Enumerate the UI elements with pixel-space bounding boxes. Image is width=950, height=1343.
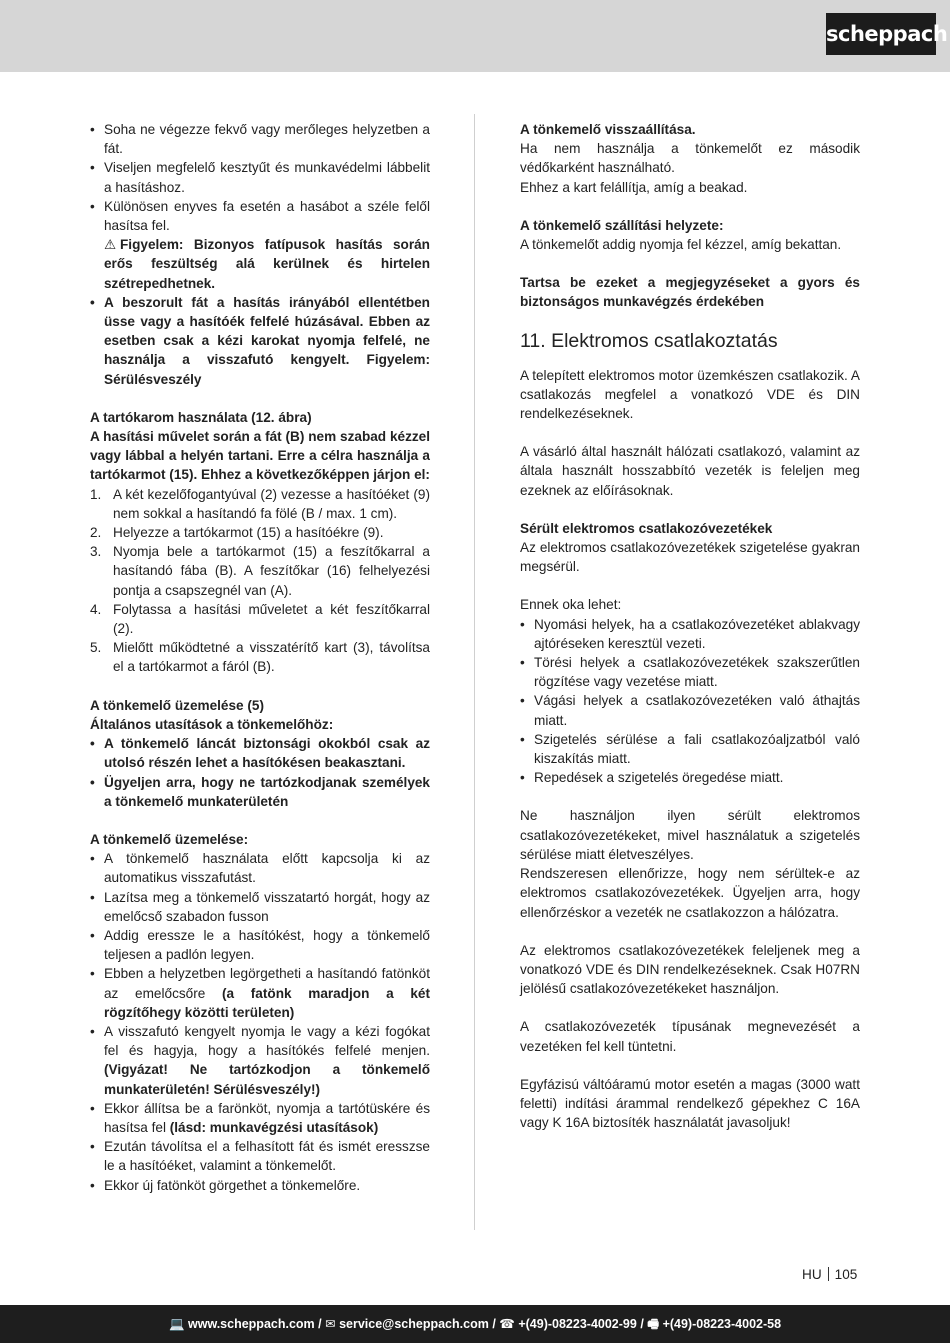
paragraph: Az elektromos csatlakozóvezetékek szigetelése gyakran megsérül.: [520, 540, 860, 575]
list-item: • Repedések a szigetelés öregedése miatt.: [520, 768, 860, 787]
column-divider: [474, 114, 475, 1230]
phone-number: +(49)-08223-4002-99: [518, 1317, 637, 1331]
mail-icon: ✉: [325, 1317, 336, 1331]
list-item: • Nyomási helyek, ha a csatlakozóvezetéket ablakvagy ajtóréseken keresztül vezeti.: [520, 615, 860, 653]
transport-text: A tönkemelőt addig nyomja fel kézzel, amíg bekattan.: [520, 237, 842, 253]
list-item: 3. Nyomja bele a tartókarmot (15) a feszítőkarral a hasítandó fába (B). A feszítőkar (16) felhelyezési pontja a csapszegnél van (A).: [90, 544, 430, 598]
reset-text-2: Ehhez a kart felállítja, amíg a beakad.: [520, 179, 748, 195]
list-item: • Különösen enyves fa esetén a hasábot a széle felől hasítsa fel.: [90, 197, 430, 235]
right-column: [520, 120, 860, 1132]
email-link[interactable]: service@scheppach.com: [339, 1317, 489, 1331]
computer-icon: 💻: [168, 1317, 185, 1331]
list-item: • Törési helyek a csatlakozóvezetékek szakszerűtlen rögzítése vagy vezetése miatt.: [520, 653, 860, 691]
list-item: • A tönkemelő használata előtt kapcsolja ki az automatikus visszafutást.: [90, 849, 430, 887]
warning-triangle-icon: ⚠: [104, 237, 117, 253]
language-code: HU: [802, 1267, 822, 1282]
warning-note: [90, 235, 430, 293]
stuck-wood-list: [90, 293, 430, 389]
list-item: 4. Folytassa a hasítási műveletet a két feszítőkarral (2).: [90, 601, 430, 637]
damaged-heading: Sérült elektromos csatlakozóvezetékek: [520, 520, 773, 536]
tonk-general-heading: Általános utasítások a tönkemelőhöz:: [90, 716, 334, 732]
fax-icon: 🖷: [647, 1317, 660, 1331]
phone-icon: ☎: [499, 1317, 515, 1331]
transport-heading: A tönkemelő szállítási helyzete:: [520, 217, 724, 233]
list-item: • Vágási helyek a csatlakozóvezetéken való áthajtás miatt.: [520, 691, 860, 729]
paragraph: Az elektromos csatlakozóvezetékek feleljenek meg a vonatkozó VDE és DIN rendelkezéseknek. Csak H07RN jelölésű csatlakozóvezetékeket használjon.: [520, 942, 860, 997]
warning-text: Figyelem: Bizonyos fatípusok hasítás során erős feszültség alá kerülnek és hirtelen szétrepedhetnek.: [104, 237, 430, 291]
tonk-op-heading: A tönkemelő üzemelése:: [90, 831, 249, 847]
intro-bullet-list: [90, 120, 430, 235]
list-item: 1. A két kezelőfogantyúval (2) vezesse a hasítóéket (9) nem sokkal a hasítandó fa fölé (B / max. 1 cm).: [90, 486, 430, 521]
reset-heading: A tönkemelő visszaállítása.: [520, 122, 696, 137]
paragraph: Ne használjon ilyen sérült elektromos csatlakozóvezetékeket, mivel használatuk a szigetelés sérülése miatt életveszélyes.: [520, 808, 860, 862]
paragraph: A vásárló által használt hálózati csatlakozó, valamint az általa használt hosszabbító vezeték is feleljen meg ezeknek az előírásoknak.: [520, 444, 860, 498]
list-item: • Ebben a helyzetben legörgetheti a hasítandó fatönköt az emelőcsőre (a fatönk maradjon a két rögzítőhegy közötti területen): [90, 964, 430, 1022]
reset-text: Ha nem használja a tönkemelőt ez második védőkarként használható.: [520, 141, 860, 176]
left-column: [90, 120, 430, 1195]
list-item: • Szigetelés sérülése a fali csatlakozóaljzatból való kiszakítás miatt.: [520, 730, 860, 768]
list-item: • A visszafutó kengyelt nyomja le vagy a kézi fogókat fel és hagyja, hogy a hasítókés felfelé menjen. (Vigyázat! Ne tartózkodjon a tönkemelő munkaterületén! Sérülésveszély!): [90, 1022, 430, 1099]
paragraph: A csatlakozóvezeték típusának megnevezését a vezetéken fel kell tüntetni.: [520, 1019, 860, 1054]
tartokar-heading: A tartókarom használata (12. ábra): [90, 409, 312, 425]
causes-intro: Ennek oka lehet:: [520, 597, 622, 613]
list-item: • Ezután távolítsa el a felhasított fát és ismét eresszse le a hasítóéket, valamint a tönkemelőt.: [90, 1137, 430, 1175]
causes-list: [520, 615, 860, 788]
website-link[interactable]: www.scheppach.com: [188, 1317, 315, 1331]
paragraph: Rendszeresen ellenőrizze, hogy nem sérültek-e az elektromos csatlakozóvezetékek. Ügyeljen arra, hogy ellenőrzéskor a vezeték ne csatlakozzon a hálózatra.: [520, 866, 860, 920]
page-number-value: 105: [834, 1267, 858, 1282]
list-item: • Ekkor állítsa be a farönköt, nyomja a tartótüskére és hasítsa fel (lásd: munkavégzési utasítások): [90, 1099, 430, 1137]
tartokar-intro: A hasítási művelet során a fát (B) nem szabad kézzel vagy lábbal a helyén tartani. Erre a célra használja a tartókarmot (15). Ehhez a következőképpen járjon el:: [90, 429, 430, 483]
page-number: [802, 1265, 857, 1284]
list-item: • Ügyeljen arra, hogy ne tartózkodjanak személyek a tönkemelő munkaterületén: [90, 773, 430, 811]
paragraph: A telepített elektromos motor üzemkészen csatlakozik. A csatlakozás megfelel a vonatkozó VDE és DIN rendelkezéseknek.: [520, 367, 860, 422]
section-title: 11. Elektromos csatlakoztatás: [520, 329, 778, 352]
fax-number: +(49)-08223-4002-58: [662, 1317, 782, 1331]
tonk-heading: A tönkemelő üzemelése (5): [90, 697, 265, 713]
keep-notes: Tartsa be ezeket a megjegyzéseket a gyors és biztonságos munkavégzés érdekében: [520, 275, 860, 310]
scheppach-logo: scheppach: [826, 13, 936, 55]
tonk-general-list: [90, 734, 430, 811]
tonk-op-list: [90, 849, 430, 1195]
list-item: • Ekkor új fatönköt görgethet a tönkemelőre.: [90, 1176, 430, 1195]
list-item: • Lazítsa meg a tönkemelő visszatartó horgát, hogy az emelőcső szabadon fusson: [90, 888, 430, 926]
list-item: 5. Mielőtt működtetné a visszatérítő kart (3), távolítsa el a tartókarmot a fáról (B).: [90, 640, 430, 675]
list-item: • Addig eressze le a hasítókést, hogy a tönkemelő teljesen a padlón legyen.: [90, 926, 430, 964]
list-item: • Viseljen megfelelő kesztyűt és munkavédelmi lábbelit a hasításhoz.: [90, 158, 430, 196]
list-item: • A tönkemelő láncát biztonsági okokból csak az utolsó részén lehet a hasítókésen beakasztani.: [90, 734, 430, 772]
list-item: • A beszorult fát a hasítás irányából ellentétben üsse vagy a hasítóék felfelé húzásával. Ebben az esetben csak a kézi karokat nyomja felfelé, ne használja a visszafutó kengyelt. Figyelem: Sérülésveszély: [90, 293, 430, 389]
page-footer: 💻 www.scheppach.com / ✉ service@scheppach.com / ☎ +(49)-08223-4002-99 / 🖷 +(49)-08223-4002-58: [0, 1305, 950, 1343]
page-header: [0, 0, 950, 72]
paragraph: Egyfázisú váltóáramú motor esetén a magas (3000 watt feletti) indítási árammal rendelkező gépekhez C 16A vagy K 16A biztosíték használatát javasoljuk!: [520, 1076, 860, 1131]
list-item: 2. Helyezze a tartókarmot (15) a hasítóékre (9).: [90, 525, 384, 541]
tartokar-steps: [90, 485, 430, 677]
list-item: • Soha ne végezze fekvő vagy merőleges helyzetben a fát.: [90, 120, 430, 158]
